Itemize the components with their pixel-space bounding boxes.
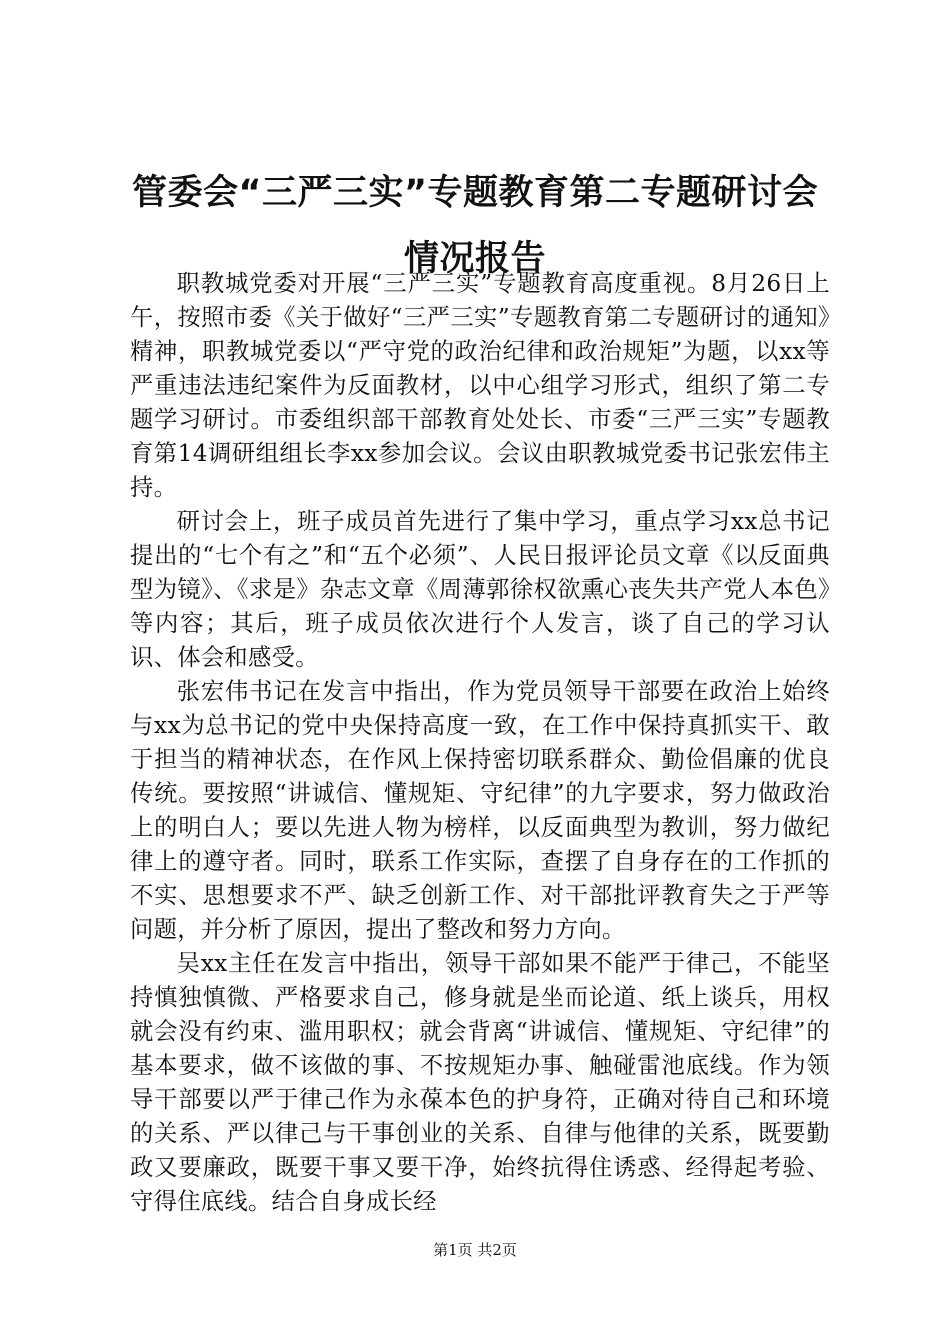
document-body (130, 267, 830, 1219)
title-line-2: 情况报告 (403, 239, 546, 279)
title-line-1: 管委会“三严三实”专题教育第二专题研讨会 (131, 173, 818, 213)
paragraph-3: 张宏伟书记在发言中指出，作为党员领导干部要在政治上始终与xx为总书记的党中央保持高度一致，在工作中保持真抓实干、敢于担当的精神状态，在作风上保持密切联系群众、勤俭倡廉的优良传统。要按照“讲诚信、懂规矩、守纪律”的九字要求，努力做政治上的明白人；要以先进人物为榜样，以反面典型为教训，努力做纪律上的遵守者。同时，联系工作实际，查摆了自身存在的工作抓的不实、思想要求不严、缺乏创新工作、对干部批评教育失之于严等问题，并分析了原因，提出了整改和努力方向。 (130, 678, 830, 943)
paragraph-1: 职教城党委对开展“三严三实”专题教育高度重视。8月26日上午，按照市委《关于做好“三严三实”专题教育第二专题研讨的通知》精神，职教城党委以“严守党的政治纪律和政治规矩”为题，以xx等严重违法违纪案件为反面教材，以中心组学习形式，组织了第二专题学习研讨。市委组织部干部教育处处长、市委“三严三实”专题教育第14调研组组长李xx参加会议。会议由职教城党委书记张宏伟主持。 (130, 270, 830, 501)
paragraph-2: 研讨会上，班子成员首先进行了集中学习，重点学习xx总书记提出的“七个有之”和“五个必须”、人民日报评论员文章《以反面典型为镜》、《求是》杂志文章《周薄郭徐权欲熏心丧失共产党人本色》等内容；其后，班子成员依次进行个人发言，谈了自己的学习认识、体会和感受。 (130, 508, 830, 671)
paragraph-4: 吴xx主任在发言中指出，领导干部如果不能严于律己，不能坚持慎独慎微、严格要求自己，修身就是坐而论道、纸上谈兵，用权就会没有约束、滥用职权；就会背离“讲诚信、懂规矩、守纪律”的基本要求，做不该做的事、不按规矩办事、触碰雷池底线。作为领导干部要以严于律己作为永葆本色的护身符，正确对待自己和环境的关系、严以律己与干事创业的关系、自律与他律的关系，既要勤政又要廉政，既要干事又要干净，始终抗得住诱惑、经得起考验、守得住底线。结合自身成长经 (130, 950, 830, 1215)
page-number-footer: 第1页 共2页 (433, 1241, 517, 1259)
